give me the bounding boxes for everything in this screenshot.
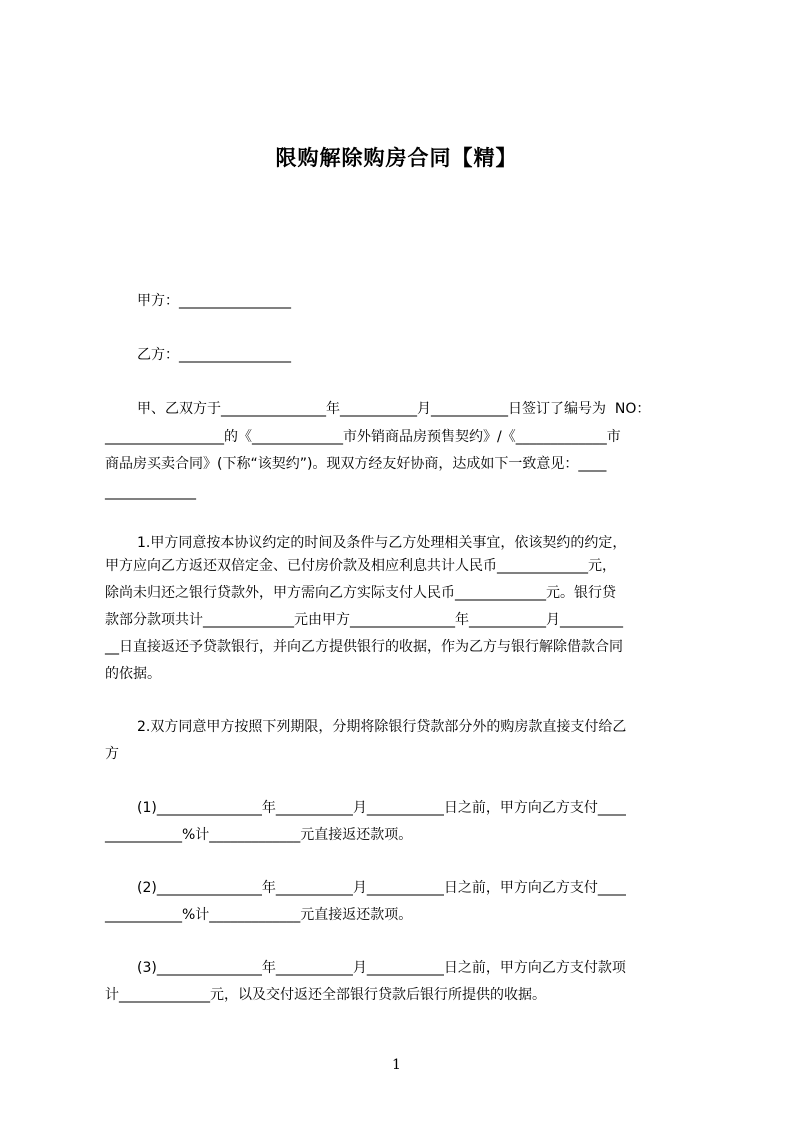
item-2-line: ___________%计_____________元直接返还款项。 bbox=[105, 907, 413, 923]
clause-2-line: 方 bbox=[105, 746, 119, 762]
item-2-line: (2)_______________年___________月___________日之前，甲方向乙方支付____ bbox=[137, 880, 626, 896]
item-1-line: ___________%计_____________元直接返还款项。 bbox=[105, 827, 413, 843]
item-3-line: (3)_______________年___________月___________日之前，甲方向乙方支付款项 bbox=[137, 960, 626, 976]
document-title: 限购解除购房合同【精】 bbox=[275, 146, 518, 170]
item-3-line: 计_____________元，以及交付返还全部银行贷款后银行所提供的收据。 bbox=[105, 987, 546, 1003]
intro-line: 商品房买卖合同》(下称“该契约”)。现双方经友好协商，达成如下一致意见：____ bbox=[105, 456, 607, 472]
intro-line: _____________ bbox=[105, 484, 196, 500]
clause-1-line: 款部分款项共计_____________元由甲方_______________年___________月_________ bbox=[105, 612, 623, 628]
party-b-line: 乙方：________________ bbox=[137, 347, 291, 363]
clause-1-line: 甲方应向乙方返还双倍定金、已付房价款及相应利息共计人民币_____________元， bbox=[105, 558, 616, 574]
clause-1-line: 除尚未归还之银行贷款外，甲方需向乙方实际支付人民币_____________元。银行贷 bbox=[105, 585, 616, 601]
clause-2-line: 2.双方同意甲方按照下列期限，分期将除银行贷款部分外的购房款直接支付给乙 bbox=[137, 719, 627, 735]
item-1-line: (1)_______________年___________月___________日之前，甲方向乙方支付____ bbox=[137, 800, 626, 816]
clause-1-line: 的依据。 bbox=[105, 666, 161, 682]
intro-line: _________________的《_____________市外销商品房预售契约》/《_____________市 bbox=[105, 429, 621, 445]
clause-1-line: 1.甲方同意按本协议约定的时间及条件与乙方处理相关事宜，依该契约的约定， bbox=[137, 535, 627, 551]
clause-1-line: __日直接返还予贷款银行，并向乙方提供银行的收据，作为乙方与银行解除借款合同 bbox=[105, 639, 623, 655]
intro-line: 甲、乙双方于_______________年___________月___________日签订了编号为 NO： bbox=[137, 401, 651, 417]
party-a-line: 甲方：________________ bbox=[137, 293, 291, 309]
page-number: 1 bbox=[392, 1057, 401, 1073]
